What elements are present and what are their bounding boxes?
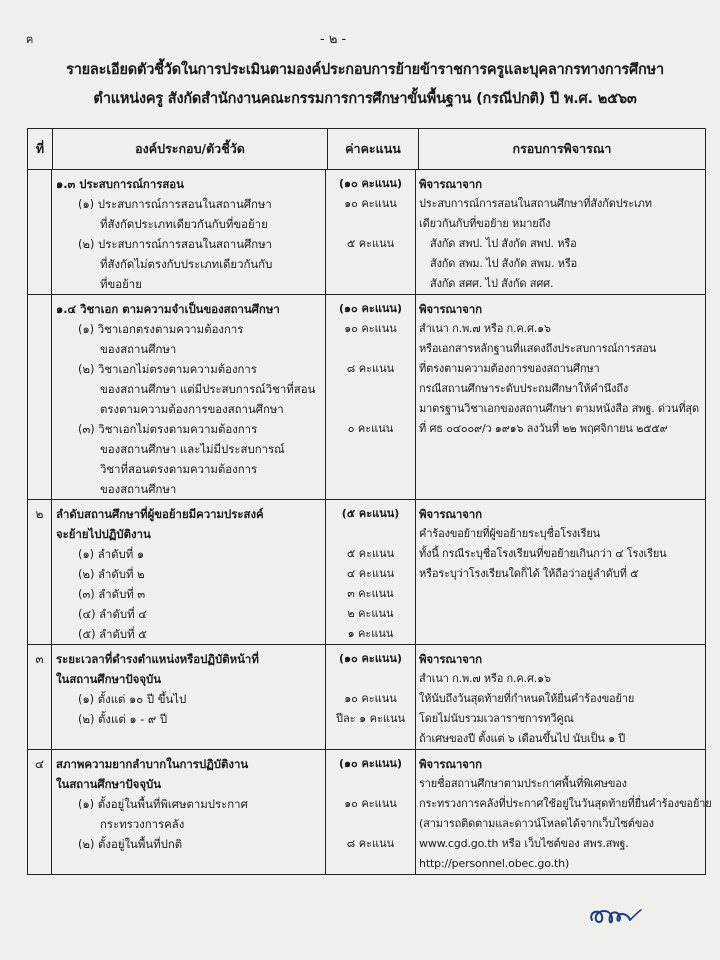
criteria-line: ถ้าเศษของปี ตั้งแต่ ๖ เดือนขึ้นไป นับเป็น ๑ ปี xyxy=(419,732,626,745)
indicator-line: วิชาที่สอนตรงตามความต้องการ xyxy=(100,462,258,476)
score-value xyxy=(326,774,415,794)
criteria-table xyxy=(27,128,712,875)
criteria-line: สำเนา ก.พ.๗ หรือ ก.ค.ศ.๑๖ xyxy=(419,322,551,335)
criteria-line: ทั้งนี้ กรณีระบุชื่อโรงเรียนที่ขอย้ายเกินกว่า ๔ โรงเรียน xyxy=(419,547,667,560)
criteria-line: โดยไม่นับรวมเวลาราชการทวีคูณ xyxy=(419,712,574,725)
criteria-cell xyxy=(416,170,705,294)
indicator-line: (๑) ตั้งอยู่ในพื้นที่พิเศษตามประกาศ xyxy=(78,797,248,811)
score-value: (๑๐ คะแนน) xyxy=(339,757,402,770)
score-value xyxy=(326,439,415,459)
score-value: (๑๐ คะแนน) xyxy=(339,652,402,665)
indicator-line: ของสถานศึกษา xyxy=(100,482,177,496)
score-value: ๐ คะแนน xyxy=(347,422,394,435)
indicator-cell xyxy=(52,295,326,499)
score-cell xyxy=(326,750,416,874)
criteria-line: คำร้องขอย้ายที่ผู้ขอย้ายระบุชื่อโรงเรียน xyxy=(419,527,600,540)
indicator-cell xyxy=(52,750,326,874)
criteria-line: กรณีสถานศึกษาระดับประถมศึกษาให้คำนึงถึง xyxy=(419,382,629,395)
indicator-line: ของสถานศึกษา xyxy=(100,342,177,356)
criteria-heading: พิจารณาจาก xyxy=(419,507,482,521)
indicator-line: ระยะเวลาที่ดำรงตำแหน่งหรือปฏิบัติหน้าที่ xyxy=(56,652,259,666)
score-value: (๑๐ คะแนน) xyxy=(339,302,402,315)
row-number-cell xyxy=(28,295,52,499)
row-number: ๓ xyxy=(35,652,44,666)
criteria-line: ประสบการณ์การสอนในสถานศึกษาที่สังกัดประเภท xyxy=(419,197,652,210)
criteria-heading: พิจารณาจาก xyxy=(419,302,482,316)
score-value: ๘ คะแนน xyxy=(346,362,395,375)
score-value: ๑ คะแนน xyxy=(347,627,394,640)
score-value: ๒ คะแนน xyxy=(347,607,394,620)
score-value: ปีละ ๑ คะแนน xyxy=(335,712,405,725)
indicator-line: จะย้ายไปปฏิบัติงาน xyxy=(56,527,151,541)
criteria-line: หรือเอกสารหลักฐานที่แสดงถึงประสบการณ์การสอน xyxy=(419,342,657,355)
header-indicator: องค์ประกอบ/ตัวชี้วัด xyxy=(53,129,328,169)
indicator-line: ของสถานศึกษา และไม่มีประสบการณ์ xyxy=(100,442,285,456)
document-title-line-2: ตำแหน่งครู สังกัดสำนักงานคณะกรรมการการศึกษาขั้นพื้นฐาน (กรณีปกติ) ปี พ.ศ. ๒๕๖๓ xyxy=(93,91,637,107)
criteria-line: สังกัด สศศ. ไป สังกัด สศศ. xyxy=(430,277,554,290)
criteria-line: สำเนา ก.พ.๗ หรือ ก.ค.ศ.๑๖ xyxy=(419,672,551,685)
indicator-line: (๔) ลำดับที่ ๔ xyxy=(78,607,147,621)
score-value: (๑๐ คะแนน) xyxy=(339,177,402,190)
header-score: ค่าคะแนน xyxy=(328,129,419,169)
header-criteria: กรอบการพิจารณา xyxy=(512,141,612,156)
criteria-line: สังกัด สพป. ไป สังกัด สพป. หรือ xyxy=(430,237,577,250)
score-cell xyxy=(326,500,416,644)
table-row xyxy=(28,645,705,750)
table-row xyxy=(28,295,705,500)
corner-mark: ฅ xyxy=(26,33,34,46)
score-value xyxy=(326,274,415,294)
criteria-line: หรือระบุว่าโรงเรียนใดก็ได้ ให้ถือว่าอยู่ลำดับที่ ๕ xyxy=(419,567,639,580)
score-value xyxy=(326,524,415,544)
criteria-heading: พิจารณาจาก xyxy=(419,652,482,666)
indicator-line: (๓) วิชาเอกไม่ตรงตามความต้องการ xyxy=(78,422,258,436)
criteria-line: ให้นับถึงวันสุดท้ายที่กำหนดให้ยื่นคำร้องขอย้าย xyxy=(419,692,635,705)
score-cell xyxy=(326,645,416,749)
score-value xyxy=(326,339,415,359)
score-value xyxy=(326,254,415,274)
table-body xyxy=(28,170,712,874)
score-value: ๔ คะแนน xyxy=(346,567,395,580)
criteria-line: www.cgd.go.th หรือ เว็บไซต์ของ สพร.สพฐ. xyxy=(419,837,629,850)
row-number xyxy=(28,174,51,194)
criteria-line: http://personnel.obec.go.th) xyxy=(419,857,570,870)
score-value xyxy=(326,669,415,689)
indicator-line: (๑) ตั้งแต่ ๑๐ ปี ขึ้นไป xyxy=(78,692,187,706)
score-value xyxy=(326,814,415,834)
score-value xyxy=(326,399,415,419)
score-value xyxy=(326,379,415,399)
indicator-line: (๒) ลำดับที่ ๒ xyxy=(78,567,145,581)
row-number-cell xyxy=(28,750,52,874)
indicator-line: ๑.๔ วิชาเอก ตามความจำเป็นของสถานศึกษา xyxy=(56,302,280,316)
indicator-cell xyxy=(52,645,326,749)
row-number-cell xyxy=(28,645,52,749)
score-value: ๑๐ คะแนน xyxy=(344,692,397,705)
score-value: ๕ คะแนน xyxy=(346,237,395,250)
indicator-line: กระทรวงการคลัง xyxy=(100,817,185,831)
indicator-line: ๑.๓ ประสบการณ์การสอน xyxy=(56,177,184,191)
score-value xyxy=(326,214,415,234)
page-number: - ๒ - xyxy=(320,32,347,47)
indicator-line: (๑) ประสบการณ์การสอนในสถานศึกษา xyxy=(78,197,272,211)
indicator-line: (๒) ตั้งแต่ ๑ - ๙ ปี xyxy=(78,712,168,726)
indicator-cell xyxy=(52,170,326,294)
score-cell xyxy=(326,295,416,499)
indicator-line: (๒) ประสบการณ์การสอนในสถานศึกษา xyxy=(78,237,273,251)
indicator-line: ตรงตามความต้องการของสถานศึกษา xyxy=(100,402,284,416)
criteria-cell xyxy=(416,750,712,874)
indicator-line: สภาพความยากลำบากในการปฏิบัติงาน xyxy=(56,757,249,771)
score-cell xyxy=(326,170,416,294)
indicator-cell xyxy=(52,500,326,644)
criteria-line: กระทรวงการคลังที่ประกาศใช้อยู่ในวันสุดท้ายที่ยื่นคำร้องขอย้าย xyxy=(419,797,712,810)
indicator-line: (๒) วิชาเอกไม่ตรงตามความต้องการ xyxy=(78,362,257,376)
score-value: ๑๐ คะแนน xyxy=(344,797,397,810)
criteria-line: ที่ตรงตามความต้องการของสถานศึกษา xyxy=(419,362,600,375)
criteria-heading: พิจารณาจาก xyxy=(419,177,482,191)
score-value: ๓ คะแนน xyxy=(347,587,394,600)
table-row xyxy=(28,500,705,645)
criteria-heading: พิจารณาจาก xyxy=(419,757,482,771)
signature-icon xyxy=(586,904,644,928)
indicator-line: ในสถานศึกษาปัจจุบัน xyxy=(56,672,162,686)
criteria-line: มาตรฐานวิชาเอกของสถานศึกษา ตามหนังสือ สพฐ. ด่วนที่สุด xyxy=(419,402,699,415)
indicator-line: ที่สังกัดไม่ตรงกับประเภทเดียวกันกับ xyxy=(100,257,273,271)
criteria-cell xyxy=(416,645,705,749)
indicator-line: (๑) ลำดับที่ ๑ xyxy=(78,547,145,561)
criteria-line: สังกัด สพม. ไป สังกัด สพม. หรือ xyxy=(430,257,578,270)
indicator-line: ที่สังกัดประเภทเดียวกันกับที่ขอย้าย xyxy=(100,217,268,231)
criteria-cell xyxy=(416,500,705,644)
document-title-line-1: รายละเอียดตัวชี้วัดในการประเมินตามองค์ประกอบการย้ายข้าราชการครูและบุคลากรทางการศึกษา xyxy=(66,62,664,78)
score-value xyxy=(326,459,415,479)
criteria-line: เดียวกันกับที่ขอย้าย หมายถึง xyxy=(419,217,551,230)
score-value xyxy=(326,479,415,499)
indicator-line: ที่ขอย้าย xyxy=(100,277,142,291)
indicator-line: ลำดับสถานศึกษาที่ผู้ขอย้ายมีความประสงค์ xyxy=(56,507,264,521)
score-value: ๑๐ คะแนน xyxy=(344,322,397,335)
score-value: ๑๐ คะแนน xyxy=(344,197,397,210)
indicator-line: ของสถานศึกษา แต่มีประสบการณ์วิชาที่สอน xyxy=(100,382,316,396)
score-value: (๕ คะแนน) xyxy=(341,507,400,520)
row-number: ๔ xyxy=(34,757,45,771)
row-number xyxy=(28,299,51,319)
score-value: ๕ คะแนน xyxy=(346,547,395,560)
criteria-cell xyxy=(416,295,705,499)
row-number-cell xyxy=(28,500,52,644)
table-row xyxy=(28,750,712,874)
table-row xyxy=(28,170,705,295)
score-value: ๘ คะแนน xyxy=(346,837,395,850)
indicator-line: (๓) ลำดับที่ ๓ xyxy=(78,587,146,601)
indicator-line: (๑) วิชาเอกตรงตามความต้องการ xyxy=(78,322,244,336)
row-number: ๒ xyxy=(35,507,44,521)
header-number: ที่ xyxy=(28,129,53,169)
indicator-line: (๒) ตั้งอยู่ในพื้นที่ปกติ xyxy=(78,837,183,851)
indicator-line: ในสถานศึกษาปัจจุบัน xyxy=(56,777,162,791)
criteria-line: (สามารถติดตามและดาวน์โหลดได้จากเว็บไซต์ของ xyxy=(419,817,654,830)
table-header xyxy=(28,129,705,170)
criteria-line: รายชื่อสถานศึกษาตามประกาศพื้นที่พิเศษของ xyxy=(419,777,627,790)
row-number-cell xyxy=(28,170,52,294)
criteria-line: ที่ ศธ ๐๔๐๐๙/ว ๑๙๑๖ ลงวันที่ ๒๒ พฤศจิกายน ๒๕๕๙ xyxy=(419,422,668,435)
indicator-line: (๕) ลำดับที่ ๕ xyxy=(78,627,147,641)
